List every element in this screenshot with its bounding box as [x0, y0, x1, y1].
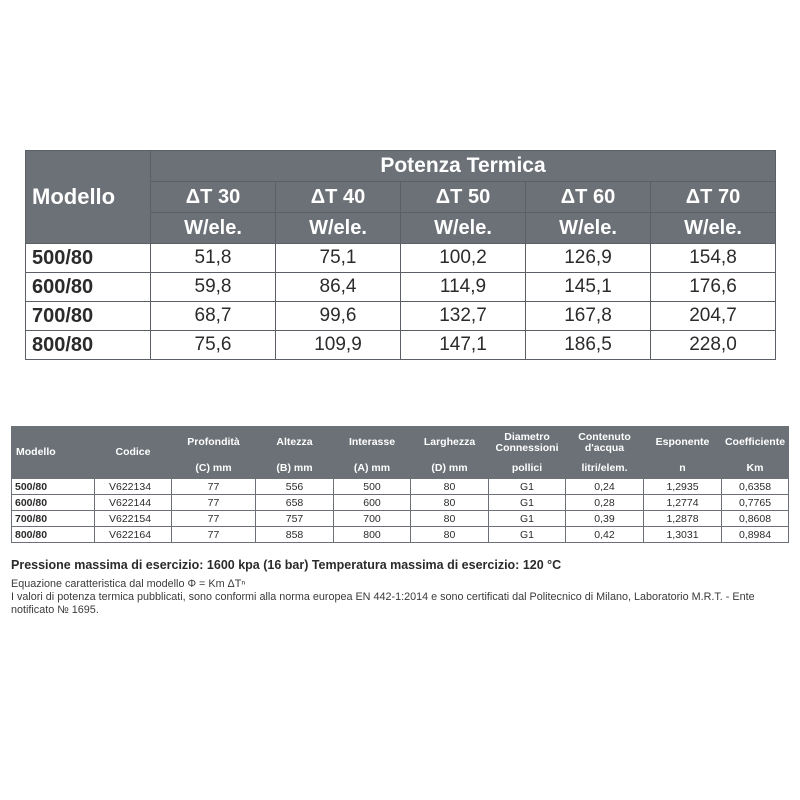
power-cell: 109,9 — [276, 331, 401, 360]
unit-header: W/ele. — [651, 213, 776, 244]
interaxis-cell: 700 — [334, 511, 411, 527]
depth-cell: 77 — [172, 527, 256, 543]
interasse-header: Interasse — [334, 427, 411, 459]
power-cell: 176,6 — [651, 273, 776, 302]
power-cell: 59,8 — [151, 273, 276, 302]
model-cell: 800/80 — [26, 331, 151, 360]
delta-t-40-header: ΔT 40 — [276, 182, 401, 213]
table-row — [12, 511, 789, 527]
power-cell: 86,4 — [276, 273, 401, 302]
exponent-cell: 1,2878 — [644, 511, 722, 527]
power-cell: 114,9 — [401, 273, 526, 302]
interasse-unit: (A) mm — [334, 459, 411, 479]
power-cell: 68,7 — [151, 302, 276, 331]
contenuto-header: Contenuto d'acqua — [566, 427, 644, 459]
power-cell: 154,8 — [651, 244, 776, 273]
profondita-unit: (C) mm — [172, 459, 256, 479]
model-cell: 700/80 — [12, 511, 95, 527]
diametro-header: Diametro Connessioni — [489, 427, 566, 459]
table-row — [12, 495, 789, 511]
coefficient-cell: 0,8608 — [722, 511, 789, 527]
power-cell: 186,5 — [526, 331, 651, 360]
water-content-cell: 0,39 — [566, 511, 644, 527]
height-cell: 858 — [256, 527, 334, 543]
depth-cell: 77 — [172, 495, 256, 511]
power-cell: 100,2 — [401, 244, 526, 273]
connection-cell: G1 — [489, 527, 566, 543]
unit-header: W/ele. — [401, 213, 526, 244]
connection-cell: G1 — [489, 495, 566, 511]
delta-t-70-header: ΔT 70 — [651, 182, 776, 213]
certification-note: I valori di potenza termica pubblicati, sono conformi alla norma europea EN 442-1:2014 e sono certificati dal Politecnico di Milano, Laboratorio M.R.T. - Ente notificato № 1695. — [11, 591, 755, 616]
altezza-header: Altezza — [256, 427, 334, 459]
contenuto-unit: litri/elem. — [566, 459, 644, 479]
model-cell: 800/80 — [12, 527, 95, 543]
coefficient-cell: 0,7765 — [722, 495, 789, 511]
coefficiente-header: Coefficiente — [722, 427, 789, 459]
table-row — [12, 527, 789, 543]
table-row — [26, 302, 776, 331]
power-cell: 75,1 — [276, 244, 401, 273]
interaxis-cell: 800 — [334, 527, 411, 543]
interaxis-cell: 600 — [334, 495, 411, 511]
power-cell: 147,1 — [401, 331, 526, 360]
power-cell: 51,8 — [151, 244, 276, 273]
power-cell: 132,7 — [401, 302, 526, 331]
table-row — [26, 273, 776, 302]
code-cell: V622134 — [95, 479, 172, 495]
larghezza-header: Larghezza — [411, 427, 489, 459]
width-cell: 80 — [411, 511, 489, 527]
model-cell: 500/80 — [12, 479, 95, 495]
esponente-header: Esponente — [644, 427, 722, 459]
width-cell: 80 — [411, 495, 489, 511]
pressure-temperature-note: Pressione massima di esercizio: 1600 kpa (16 bar) Temperatura massima di esercizio: 120 °C — [11, 558, 562, 572]
model-cell: 600/80 — [12, 495, 95, 511]
esponente-unit: n — [644, 459, 722, 479]
connection-cell: G1 — [489, 511, 566, 527]
code-cell: V622144 — [95, 495, 172, 511]
power-cell: 75,6 — [151, 331, 276, 360]
diametro-unit: pollici — [489, 459, 566, 479]
connection-cell: G1 — [489, 479, 566, 495]
technical-data-table — [11, 426, 789, 543]
coefficiente-unit: Km — [722, 459, 789, 479]
thermal-power-table — [25, 150, 776, 360]
water-content-cell: 0,24 — [566, 479, 644, 495]
delta-t-50-header: ΔT 50 — [401, 182, 526, 213]
power-cell: 126,9 — [526, 244, 651, 273]
larghezza-unit: (D) mm — [411, 459, 489, 479]
height-cell: 556 — [256, 479, 334, 495]
water-content-cell: 0,42 — [566, 527, 644, 543]
power-cell: 228,0 — [651, 331, 776, 360]
unit-header: W/ele. — [151, 213, 276, 244]
altezza-unit: (B) mm — [256, 459, 334, 479]
table-row — [26, 244, 776, 273]
unit-header: W/ele. — [526, 213, 651, 244]
delta-t-60-header: ΔT 60 — [526, 182, 651, 213]
water-content-cell: 0,28 — [566, 495, 644, 511]
height-cell: 757 — [256, 511, 334, 527]
coefficient-cell: 0,8984 — [722, 527, 789, 543]
modello-header: Modello — [12, 427, 95, 479]
model-cell: 700/80 — [26, 302, 151, 331]
exponent-cell: 1,2774 — [644, 495, 722, 511]
coefficient-cell: 0,6358 — [722, 479, 789, 495]
exponent-cell: 1,3031 — [644, 527, 722, 543]
table-row — [26, 331, 776, 360]
profondita-header: Profondità — [172, 427, 256, 459]
unit-header: W/ele. — [276, 213, 401, 244]
power-cell: 99,6 — [276, 302, 401, 331]
delta-t-30-header: ΔT 30 — [151, 182, 276, 213]
equation-note: Equazione caratteristica dal modello Φ = Km ΔTⁿ — [11, 578, 246, 590]
codice-header: Codice — [95, 427, 172, 479]
exponent-cell: 1,2935 — [644, 479, 722, 495]
power-cell: 145,1 — [526, 273, 651, 302]
height-cell: 658 — [256, 495, 334, 511]
interaxis-cell: 500 — [334, 479, 411, 495]
potenza-termica-header: Potenza Termica — [151, 151, 776, 182]
power-cell: 204,7 — [651, 302, 776, 331]
width-cell: 80 — [411, 479, 489, 495]
width-cell: 80 — [411, 527, 489, 543]
code-cell: V622164 — [95, 527, 172, 543]
code-cell: V622154 — [95, 511, 172, 527]
power-cell: 167,8 — [526, 302, 651, 331]
table-row — [12, 479, 789, 495]
model-cell: 500/80 — [26, 244, 151, 273]
modello-header: Modello — [26, 151, 151, 244]
depth-cell: 77 — [172, 511, 256, 527]
depth-cell: 77 — [172, 479, 256, 495]
model-cell: 600/80 — [26, 273, 151, 302]
